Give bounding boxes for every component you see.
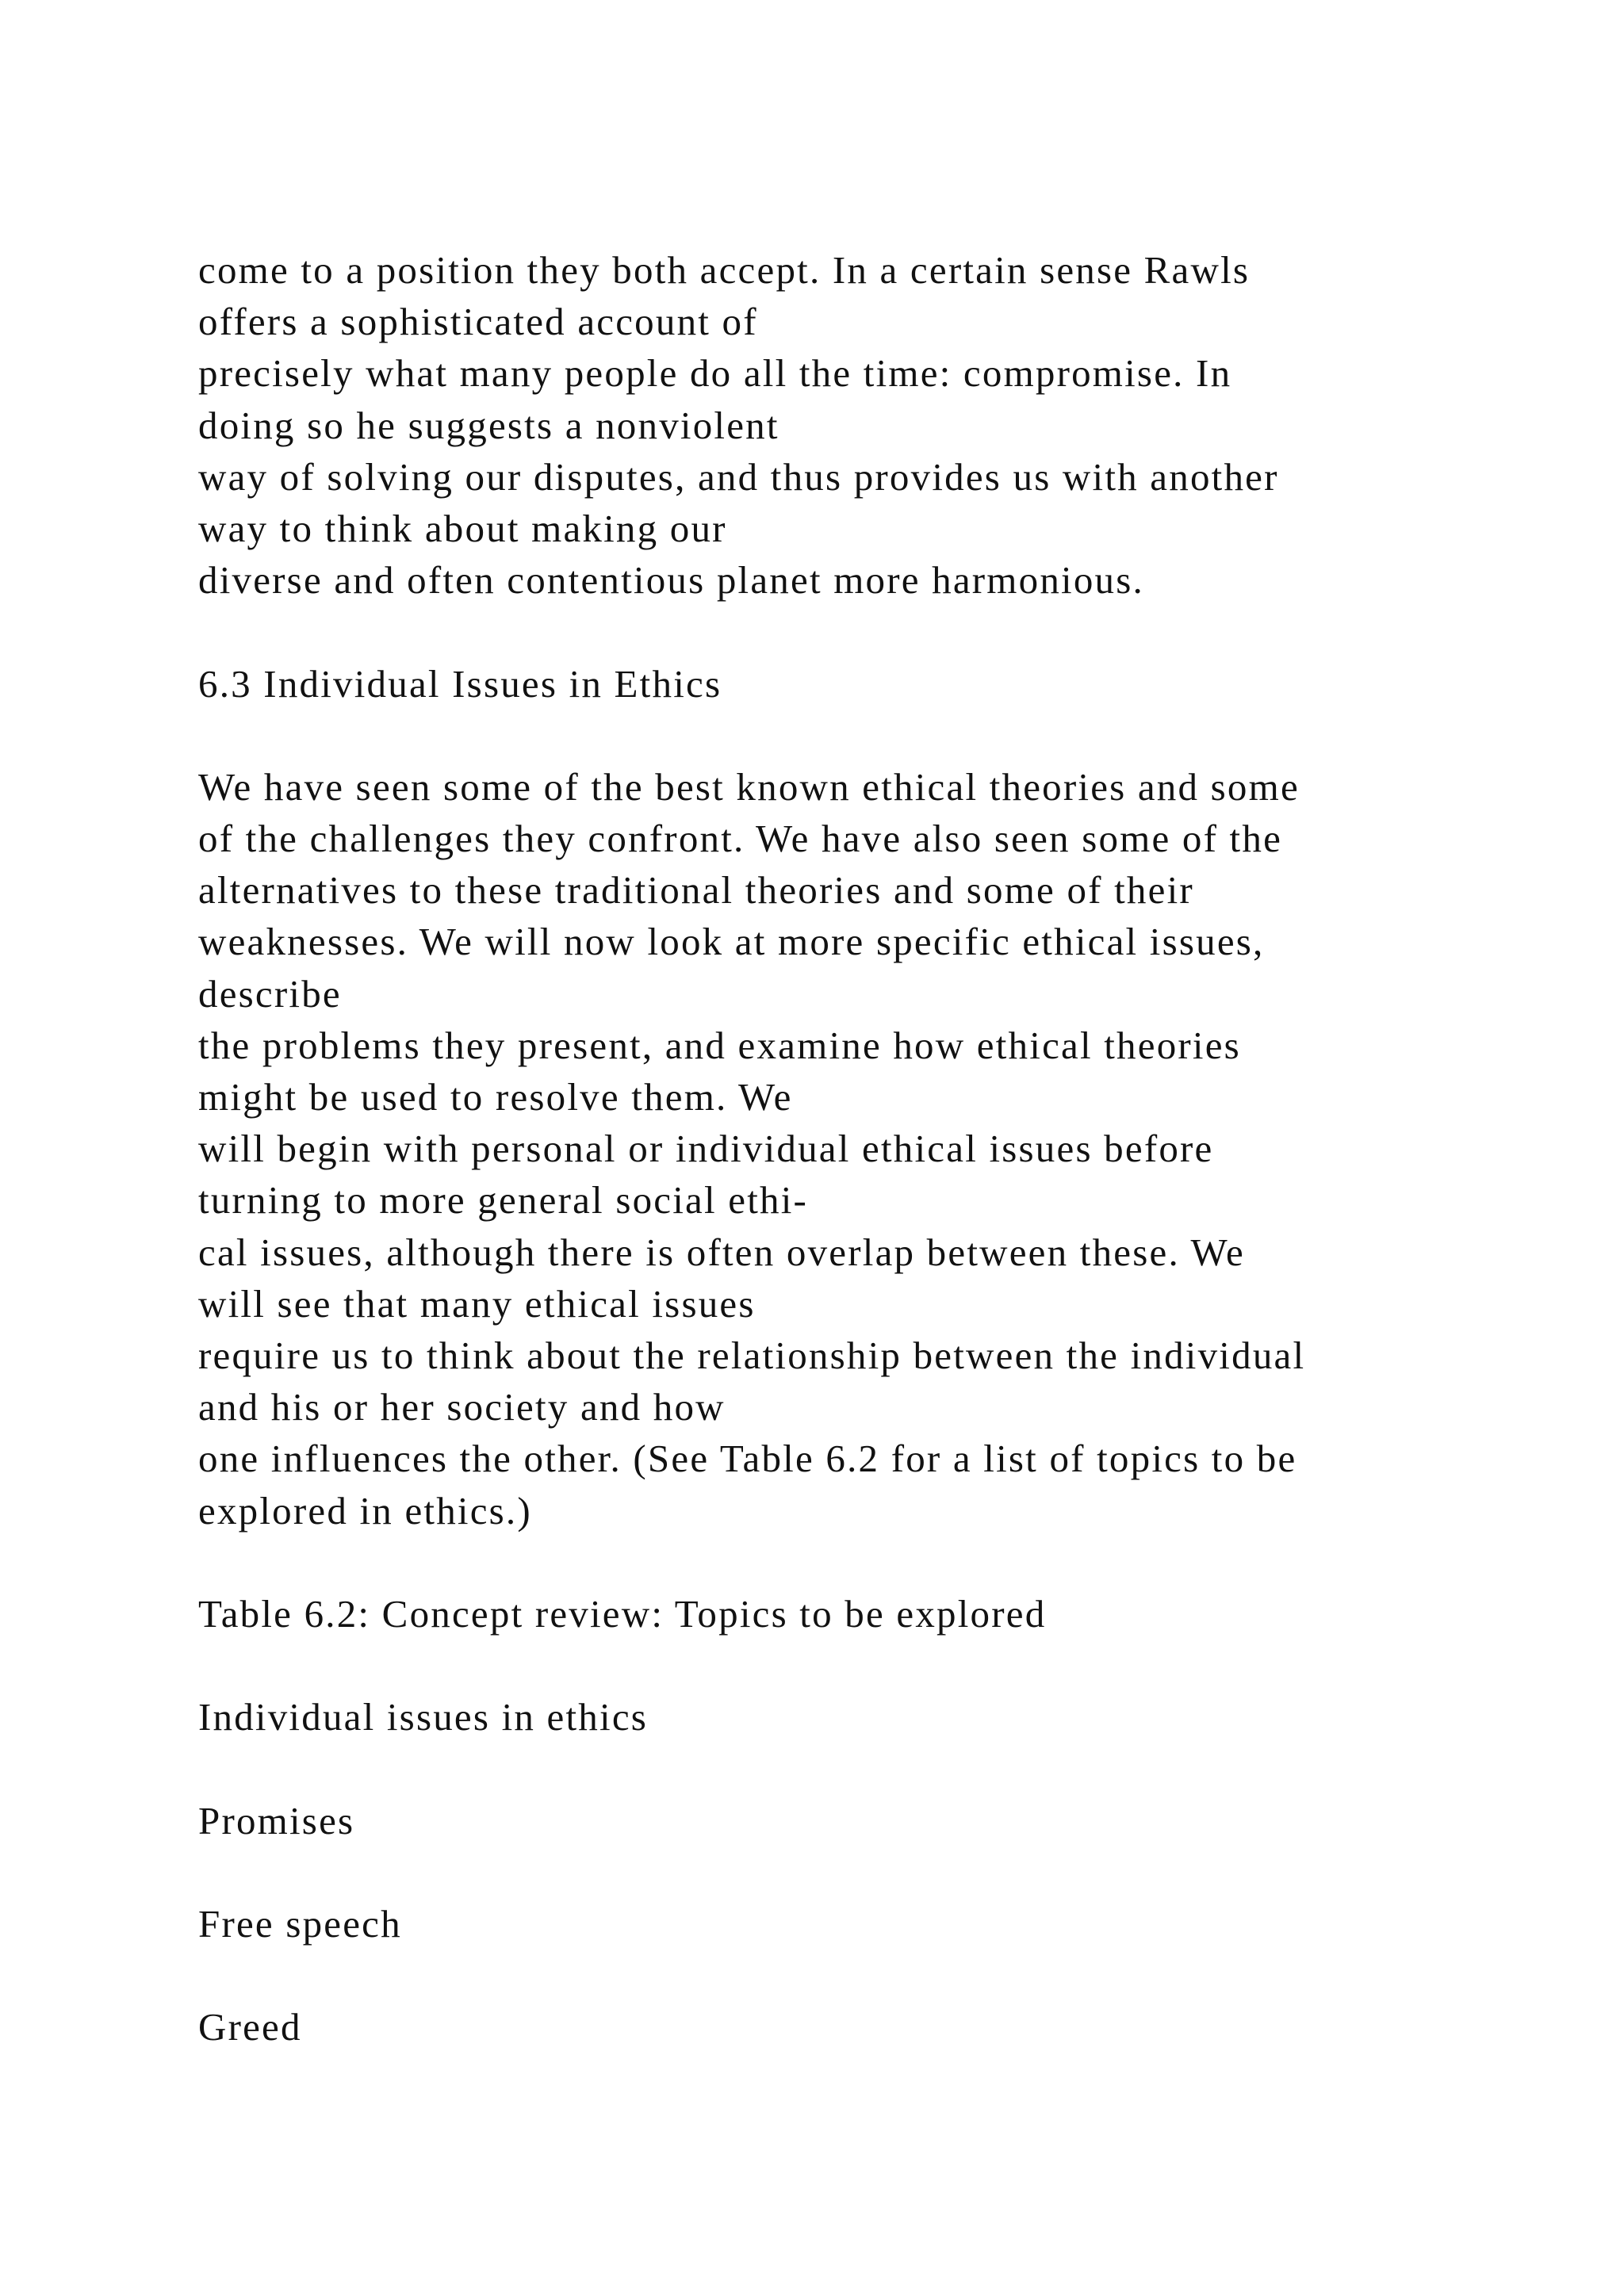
spacer bbox=[198, 1743, 1546, 1794]
text-line: describe bbox=[198, 971, 342, 1016]
text-line: the problems they present, and examine how ethical theories bbox=[198, 1023, 1241, 1067]
text-line: of the challenges they confront. We have also seen some of the bbox=[198, 817, 1283, 861]
text-line: turning to more general social ethi- bbox=[198, 1178, 809, 1223]
text-line: cal issues, although there is often overlap between these. We bbox=[198, 1230, 1245, 1274]
text-line: offers a sophisticated account of bbox=[198, 300, 758, 344]
table-item-promises: Promises bbox=[198, 1798, 355, 1843]
text-line: might be used to resolve them. We bbox=[198, 1075, 793, 1119]
text-line: diverse and often contentious planet more harmonious. bbox=[198, 558, 1144, 603]
text-line: precisely what many people do all the time: compromise. In bbox=[198, 351, 1232, 396]
text-line: require us to think about the relationship between the individual bbox=[198, 1333, 1306, 1377]
spacer bbox=[198, 606, 1546, 657]
text-line: doing so he suggests a nonviolent bbox=[198, 403, 779, 447]
table-caption: Table 6.2: Concept review: Topics to be explored bbox=[198, 1591, 1047, 1636]
text-line: will begin with personal or individual ethical issues before bbox=[198, 1127, 1214, 1171]
spacer bbox=[198, 1536, 1546, 1588]
text-line: way to think about making our bbox=[198, 506, 727, 550]
table-item-free-speech: Free speech bbox=[198, 1902, 402, 1946]
table-heading: Individual issues in ethics bbox=[198, 1695, 649, 1739]
text-line: will see that many ethical issues bbox=[198, 1281, 756, 1326]
text-line: We have seen some of the best known ethical theories and some bbox=[198, 764, 1300, 809]
spacer bbox=[198, 710, 1546, 761]
paragraph-rawls bbox=[198, 244, 1546, 606]
paragraph-individual-issues bbox=[198, 761, 1546, 1536]
text-line: way of solving our disputes, and thus provides us with another bbox=[198, 454, 1279, 499]
document-body bbox=[198, 244, 1546, 2053]
text-line: weaknesses. We will now look at more specific ethical issues, bbox=[198, 920, 1265, 964]
section-heading: 6.3 Individual Issues in Ethics bbox=[198, 661, 722, 706]
text-line: alternatives to these traditional theories and some of their bbox=[198, 868, 1194, 913]
text-line: come to a position they both accept. In a certain sense Rawls bbox=[198, 248, 1251, 292]
text-line: one influences the other. (See Table 6.2 for a list of topics to be bbox=[198, 1437, 1297, 1481]
text-line: explored in ethics.) bbox=[198, 1488, 532, 1533]
spacer bbox=[198, 1846, 1546, 1898]
table-item-greed: Greed bbox=[198, 2005, 302, 2049]
spacer bbox=[198, 1640, 1546, 1691]
text-line: and his or her society and how bbox=[198, 1385, 726, 1429]
spacer bbox=[198, 1950, 1546, 2001]
